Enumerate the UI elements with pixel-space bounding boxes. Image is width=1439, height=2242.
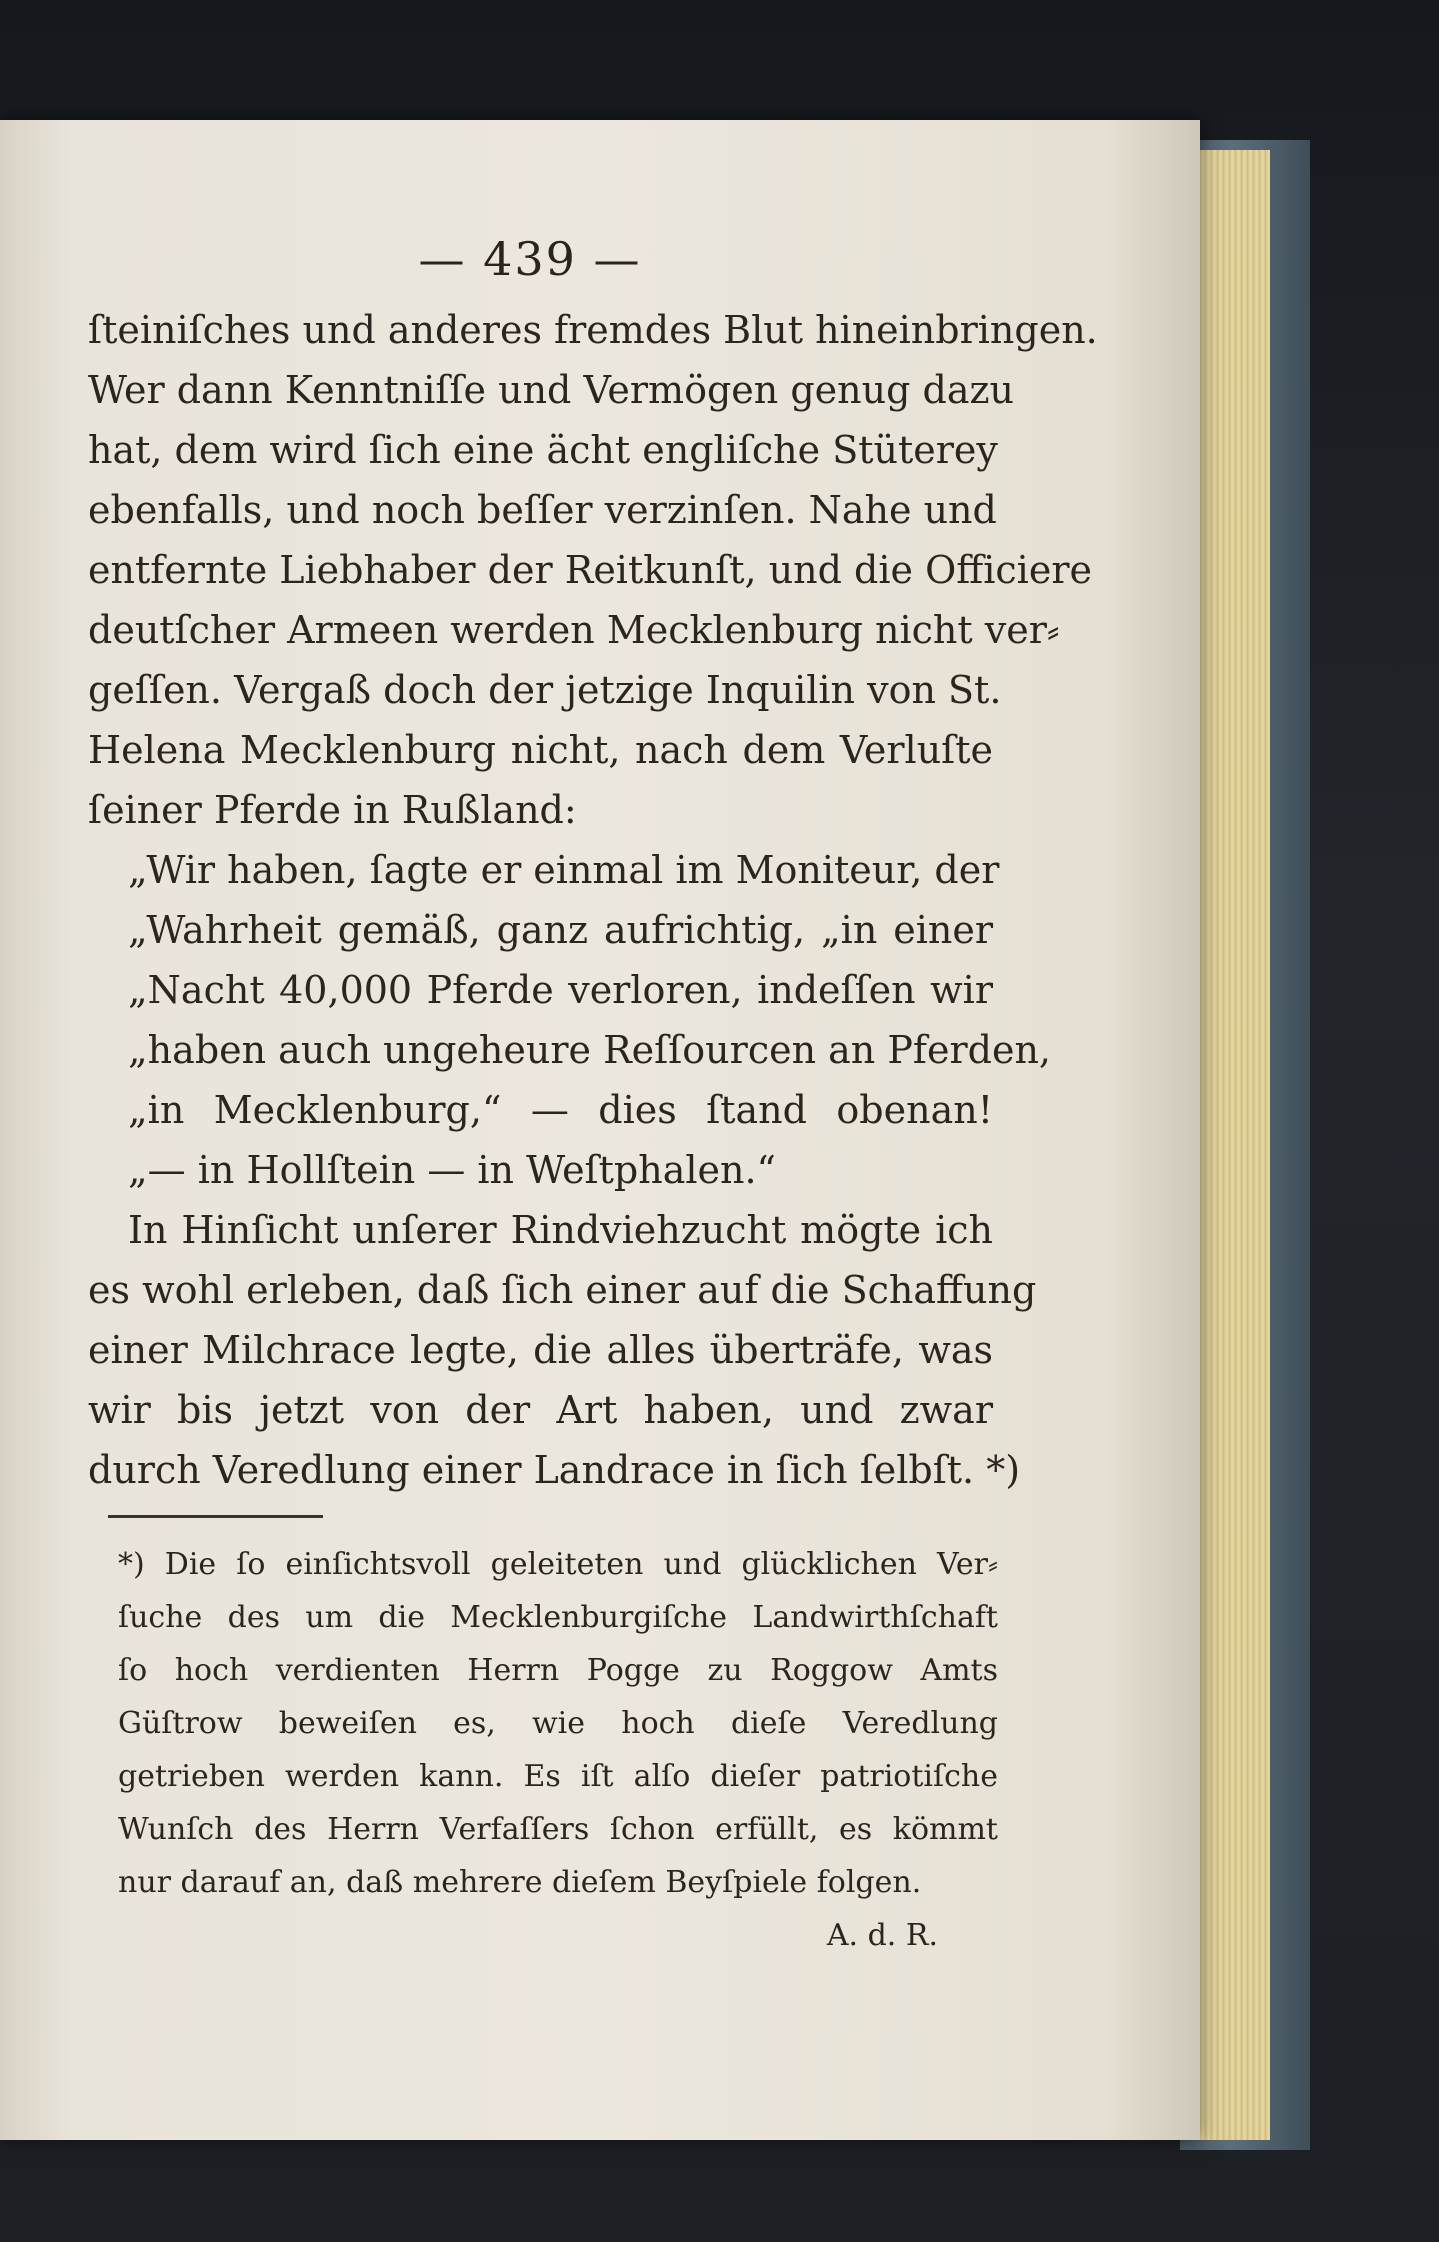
text-line: „Wir haben, ſagte er einmal im Moniteur, der bbox=[128, 848, 1000, 892]
footnote-line: nur darauf an, daß mehrere dieſem Beyſpiele folgen. bbox=[118, 1865, 922, 1900]
footnote bbox=[118, 1538, 998, 1962]
text-line: ſeiner Pferde in Rußland: bbox=[88, 788, 577, 832]
text-line: „Nacht 40,000 Pferde verloren, indeſſen wir bbox=[128, 968, 993, 1012]
text-line: ſteiniſches und anderes fremdes Blut hineinbringen. bbox=[88, 308, 1098, 352]
text-line: entfernte Liebhaber der Reitkunſt, und die Officiere bbox=[88, 548, 1092, 592]
footnote-signature: A. d. R. bbox=[826, 1918, 938, 1953]
footnote-line: *) Die ſo einſichtsvoll geleiteten und glücklichen Ver⸗ bbox=[118, 1547, 998, 1582]
text-line: es wohl erleben, daß ſich einer auf die Schaffung bbox=[88, 1268, 1037, 1312]
text-line: durch Veredlung einer Landrace in ſich ſelbſt. *) bbox=[88, 1448, 1021, 1492]
footnote-line: getrieben werden kann. Es iſt alſo dieſer patriotiſche bbox=[118, 1759, 998, 1794]
text-line: „in Mecklenburg,“ — dies ſtand obenan! bbox=[128, 1088, 993, 1132]
footnote-line: Güſtrow beweiſen es, wie hoch dieſe Veredlung bbox=[118, 1706, 998, 1741]
text-line: hat, dem wird ſich eine ächt engliſche Stüterey bbox=[88, 428, 998, 472]
text-line: einer Milchrace legte, die alles überträfe, was bbox=[88, 1328, 993, 1372]
footnote-line: ſuche des um die Mecklenburgiſche Landwirthſchaft bbox=[118, 1600, 998, 1635]
text-line: „Wahrheit gemäß, ganz aufrichtig, „in einer bbox=[128, 908, 993, 952]
text-line: wir bis jetzt von der Art haben, und zwar bbox=[88, 1388, 993, 1432]
main-text bbox=[88, 300, 1098, 1500]
footnote-rule bbox=[108, 1515, 323, 1518]
text-line: In Hinſicht unſerer Rindviehzucht mögte ich bbox=[128, 1208, 993, 1252]
page-number-header: — 439 — bbox=[418, 232, 642, 286]
text-line: Wer dann Kenntniſſe und Vermögen genug dazu bbox=[88, 368, 1014, 412]
text-line: ebenfalls, und noch beſſer verzinſen. Nahe und bbox=[88, 488, 997, 532]
text-line: geſſen. Vergaß doch der jetzige Inquilin von St. bbox=[88, 668, 1002, 712]
footnote-line: Wunſch des Herrn Verfaſſers ſchon erfüllt, es kömmt bbox=[118, 1812, 998, 1847]
text-line: „— in Hollſtein — in Weſtphalen.“ bbox=[128, 1148, 776, 1192]
text-line: „haben auch ungeheure Reſſourcen an Pferden, bbox=[128, 1028, 1052, 1072]
text-line: deutſcher Armeen werden Mecklenburg nicht ver⸗ bbox=[88, 608, 1060, 652]
text-line: Helena Mecklenburg nicht, nach dem Verluſte bbox=[88, 728, 993, 772]
footnote-line: ſo hoch verdienten Herrn Pogge zu Roggow Amts bbox=[118, 1653, 998, 1688]
